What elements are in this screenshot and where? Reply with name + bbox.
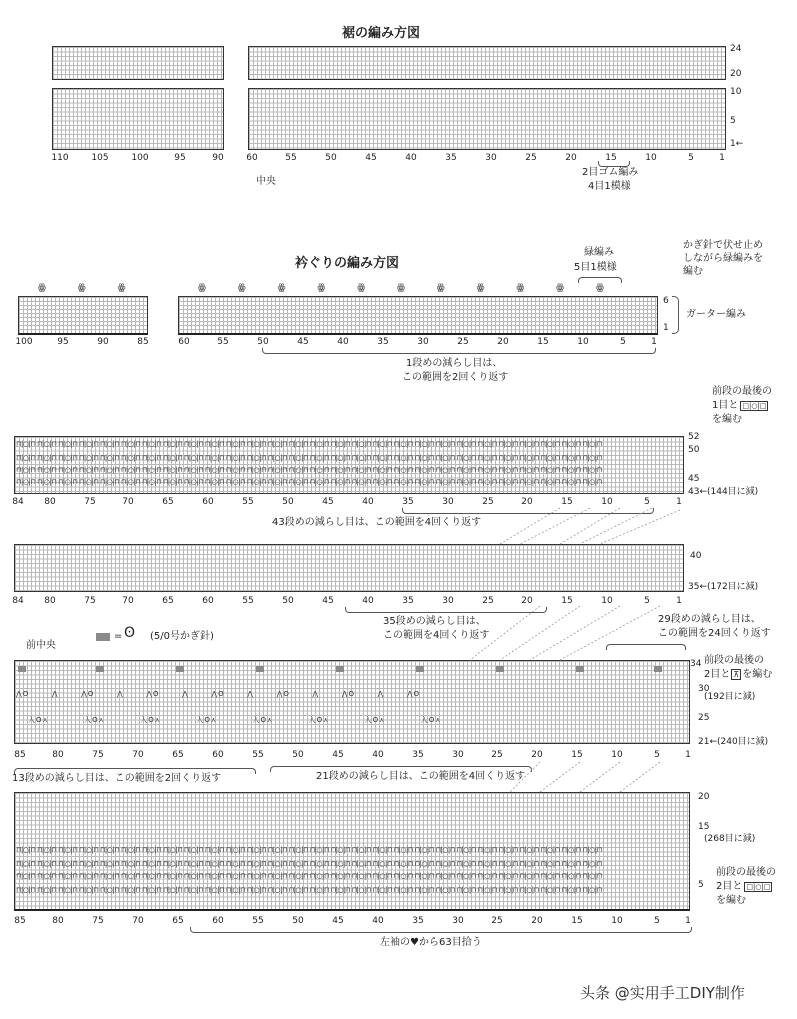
legend-hook-size: (5/0号かぎ針) xyxy=(150,631,214,642)
guide-line-10 xyxy=(510,762,540,792)
chart6-pattern-row-2: ⊓|○|⊓ ⊓|○|⊓ ⊓|○|⊓ ⊓|○|⊓ ⊓|○|⊓ ⊓|○|⊓ ⊓|○|⊓ ⊓|○|⊓ ⊓|○|⊓ ⊓|○|⊓ ⊓|○|⊓ ⊓|○|⊓ ⊓|○|⊓ ⊓|○|⊓ ⊓|○|⊓ ⊓|○|⊓ ⊓|○|⊓ ⊓|○|⊓ ⊓|○|⊓ ⊓|○|⊓ ⊓|○|⊓ ⊓|○|⊓ ⊓|○|⊓ ⊓|○|⊓ ⊓|○|⊓ ⊓|○|⊓ ⊓|○|⊓ ⊓|○|⊓ xyxy=(16,860,602,868)
chart2-edging-row: ꙮ ꙮ ꙮ xyxy=(38,283,127,293)
chart2-crochet-note-2: しながら緑編みを xyxy=(683,253,763,264)
chart5-decrease-note-1: 29段めの減らし目は、 xyxy=(658,614,761,625)
chart6-note-2: 2目と □|○|□ xyxy=(716,881,771,892)
guide-line-13 xyxy=(620,762,660,792)
guide-line-11 xyxy=(540,762,580,792)
chart4-decrease-note-1: 35段めの減らし目は、 xyxy=(383,616,486,627)
chart5-pattern-row-1: ⋀O ⋀ ⋀O ⋀ ⋀O ⋀ ⋀O ⋀ ⋀O ⋀ ⋀O ⋀ ⋀O xyxy=(16,690,421,698)
chart6-pattern-row-3: ⊓|○|⊓ ⊓|○|⊓ ⊓|○|⊓ ⊓|○|⊓ ⊓|○|⊓ ⊓|○|⊓ ⊓|○|⊓ ⊓|○|⊓ ⊓|○|⊓ ⊓|○|⊓ ⊓|○|⊓ ⊓|○|⊓ ⊓|○|⊓ ⊓|○|⊓ ⊓|○|⊓ ⊓|○|⊓ ⊓|○|⊓ ⊓|○|⊓ ⊓|○|⊓ ⊓|○|⊓ ⊓|○|⊓ ⊓|○|⊓ ⊓|○|⊓ ⊓|○|⊓ ⊓|○|⊓ ⊓|○|⊓ ⊓|○|⊓ ⊓|○|⊓ xyxy=(16,872,602,880)
chart5-note-2: 2目と ⊼ を編む xyxy=(704,669,773,680)
chart1-rib-label: 2目ゴム編み xyxy=(582,167,639,178)
guide-line-12 xyxy=(580,762,620,792)
chart4-x-axis: 84 80 75 70 65 60 55 50 45 40 35 30 25 20 15 10 5 1 xyxy=(12,596,682,606)
guide-line-1 xyxy=(600,510,680,544)
chart5-decrease-note-2: この範囲を24回くり返す xyxy=(658,628,771,639)
chart2-edging-label: 緑編み xyxy=(584,247,614,258)
chart3-decrease-note: 43段めの減らし目は、この範囲を4回くり返す xyxy=(272,517,482,528)
legend-equals: = xyxy=(114,631,123,642)
chart2-crochet-note-3: 編む xyxy=(683,266,703,277)
guide-line-5 xyxy=(500,508,560,544)
chart5-x-axis: 85 80 75 70 65 60 55 50 45 40 35 30 25 20 15 10 5 1 xyxy=(14,750,691,760)
chart2-garter-label: ガーター編み xyxy=(686,309,746,320)
chart6-pickup-note: 左袖の♥から63目拾う xyxy=(380,937,482,948)
chart3-x-axis: 84 80 75 70 65 60 55 50 45 40 35 30 25 20 15 10 5 1 xyxy=(12,497,682,507)
chart2-x-axis: 100 95 90 85 60 55 50 45 40 35 30 25 20 15 10 5 1 xyxy=(15,337,657,347)
chart2-edging-repeat: 5目1模様 xyxy=(574,262,617,273)
chart2-crochet-note-1: かぎ針で伏せ止め xyxy=(683,240,763,251)
chart2-title: 衿ぐりの編み方図 xyxy=(295,256,400,271)
guide-line-7 xyxy=(500,606,580,660)
chart1-repeat-label: 4目1模様 xyxy=(588,181,631,192)
chart6-decrease-note-21: 21段めの減らし目は、この範囲を4回くり返す xyxy=(316,771,526,782)
chart3-note-2: 1目と □|○|□ xyxy=(712,400,767,411)
chart1-x-axis: 110 105 100 95 90 60 55 50 45 40 35 30 25 20 15 10 5 1 xyxy=(51,153,725,163)
chart4-decrease-note-2: この範囲を4回くり返す xyxy=(383,630,490,641)
chart2-decrease-note-1: 1段めの減らし目は、 xyxy=(406,358,503,369)
chart3-note-3: を編む xyxy=(712,414,742,425)
chart6-pattern-row-4: ⊓|○|⊓ ⊓|○|⊓ ⊓|○|⊓ ⊓|○|⊓ ⊓|○|⊓ ⊓|○|⊓ ⊓|○|⊓ ⊓|○|⊓ ⊓|○|⊓ ⊓|○|⊓ ⊓|○|⊓ ⊓|○|⊓ ⊓|○|⊓ ⊓|○|⊓ ⊓|○|⊓ ⊓|○|⊓ ⊓|○|⊓ ⊓|○|⊓ ⊓|○|⊓ ⊓|○|⊓ ⊓|○|⊓ ⊓|○|⊓ ⊓|○|⊓ ⊓|○|⊓ ⊓|○|⊓ ⊓|○|⊓ ⊓|○|⊓ ⊓|○|⊓ xyxy=(16,886,602,894)
chart6-x-axis: 85 80 75 70 65 60 55 50 45 40 35 30 25 20 15 10 5 1 xyxy=(14,916,691,926)
guide-line-2 xyxy=(580,508,652,544)
chart3-note-1: 前段の最後の xyxy=(712,386,772,397)
watermark: 头条 @实用手工DIY制作 xyxy=(580,984,745,1002)
guide-line-6 xyxy=(470,606,540,660)
chart3-pattern-row-2: ⊓|○|⊓ ⊓|○|⊓ ⊓|○|⊓ ⊓|○|⊓ ⊓|○|⊓ ⊓|○|⊓ ⊓|○|⊓ ⊓|○|⊓ ⊓|○|⊓ ⊓|○|⊓ ⊓|○|⊓ ⊓|○|⊓ ⊓|○|⊓ ⊓|○|⊓ ⊓|○|⊓ ⊓|○|⊓ ⊓|○|⊓ ⊓|○|⊓ ⊓|○|⊓ ⊓|○|⊓ ⊓|○|⊓ ⊓|○|⊓ ⊓|○|⊓ ⊓|○|⊓ ⊓|○|⊓ ⊓|○|⊓ ⊓|○|⊓ ⊓|○|⊓ xyxy=(16,454,602,462)
chart5-front-center: 前中央 xyxy=(26,640,56,651)
chart6-pattern-row-1: ⊓|○|⊓ ⊓|○|⊓ ⊓|○|⊓ ⊓|○|⊓ ⊓|○|⊓ ⊓|○|⊓ ⊓|○|⊓ ⊓|○|⊓ ⊓|○|⊓ ⊓|○|⊓ ⊓|○|⊓ ⊓|○|⊓ ⊓|○|⊓ ⊓|○|⊓ ⊓|○|⊓ ⊓|○|⊓ ⊓|○|⊓ ⊓|○|⊓ ⊓|○|⊓ ⊓|○|⊓ ⊓|○|⊓ ⊓|○|⊓ ⊓|○|⊓ ⊓|○|⊓ ⊓|○|⊓ ⊓|○|⊓ ⊓|○|⊓ ⊓|○|⊓ xyxy=(16,846,602,854)
chart1-title: 裾の編み方図 xyxy=(342,26,421,41)
chart3-pattern-row-3: ⊓|○|⊓ ⊓|○|⊓ ⊓|○|⊓ ⊓|○|⊓ ⊓|○|⊓ ⊓|○|⊓ ⊓|○|⊓ ⊓|○|⊓ ⊓|○|⊓ ⊓|○|⊓ ⊓|○|⊓ ⊓|○|⊓ ⊓|○|⊓ ⊓|○|⊓ ⊓|○|⊓ ⊓|○|⊓ ⊓|○|⊓ ⊓|○|⊓ ⊓|○|⊓ ⊓|○|⊓ ⊓|○|⊓ ⊓|○|⊓ ⊓|○|⊓ ⊓|○|⊓ ⊓|○|⊓ ⊓|○|⊓ ⊓|○|⊓ ⊓|○|⊓ xyxy=(16,466,602,474)
chart3-pattern-row-4: ⊓|○|⊓ ⊓|○|⊓ ⊓|○|⊓ ⊓|○|⊓ ⊓|○|⊓ ⊓|○|⊓ ⊓|○|⊓ ⊓|○|⊓ ⊓|○|⊓ ⊓|○|⊓ ⊓|○|⊓ ⊓|○|⊓ ⊓|○|⊓ ⊓|○|⊓ ⊓|○|⊓ ⊓|○|⊓ ⊓|○|⊓ ⊓|○|⊓ ⊓|○|⊓ ⊓|○|⊓ ⊓|○|⊓ ⊓|○|⊓ ⊓|○|⊓ ⊓|○|⊓ ⊓|○|⊓ ⊓|○|⊓ ⊓|○|⊓ ⊓|○|⊓ xyxy=(16,478,602,486)
chart5-note-1: 前段の最後の xyxy=(704,655,764,666)
chart5-pattern-row-2: 入O⋏ 入O⋏ 入O⋏ 入O⋏ 入O⋏ 入O⋏ 入O⋏ 入O⋏ xyxy=(28,716,442,724)
legend-crochet-icon: ʘ xyxy=(124,625,136,641)
chart6-decrease-note-13: 13段めの減らし目は、この範囲を2回くり返す xyxy=(12,773,222,784)
chart6-note-1: 前段の最後の xyxy=(716,867,776,878)
chart2-decrease-note-2: この範囲を2回くり返す xyxy=(402,372,509,383)
guide-line-4 xyxy=(520,508,590,544)
chart3-pattern-row-1: ⊓|○|⊓ ⊓|○|⊓ ⊓|○|⊓ ⊓|○|⊓ ⊓|○|⊓ ⊓|○|⊓ ⊓|○|⊓ ⊓|○|⊓ ⊓|○|⊓ ⊓|○|⊓ ⊓|○|⊓ ⊓|○|⊓ ⊓|○|⊓ ⊓|○|⊓ ⊓|○|⊓ ⊓|○|⊓ ⊓|○|⊓ ⊓|○|⊓ ⊓|○|⊓ ⊓|○|⊓ ⊓|○|⊓ ⊓|○|⊓ ⊓|○|⊓ ⊓|○|⊓ ⊓|○|⊓ ⊓|○|⊓ ⊓|○|⊓ ⊓|○|⊓ xyxy=(16,440,602,448)
chart2-edging-row-right: ꙮ ꙮ ꙮ ꙮ ꙮ ꙮ ꙮ ꙮ ꙮ ꙮ ꙮ xyxy=(198,283,605,293)
chart1-center-label: 中央 xyxy=(256,176,276,187)
chart6-note-3: を編む xyxy=(716,895,746,906)
